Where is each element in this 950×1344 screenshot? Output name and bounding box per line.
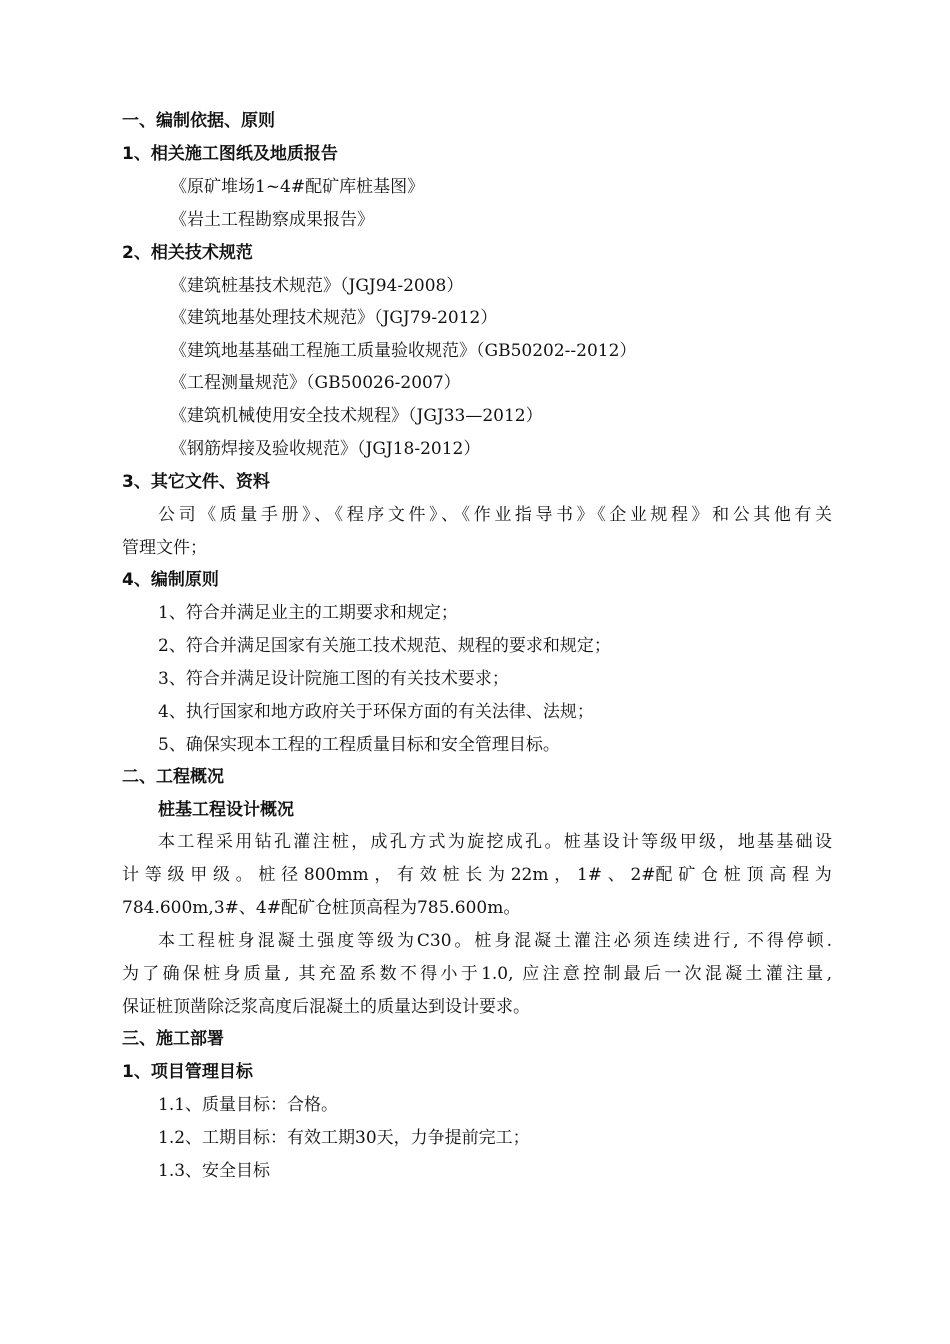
list-item: 《建筑地基处理技术规范》（JGJ79-2012） bbox=[170, 308, 498, 328]
list-item: 2、符合并满足国家有关施工技术规范、规程的要求和规定； bbox=[158, 636, 611, 656]
text-token: 桩 bbox=[442, 865, 460, 885]
list-item: 4、执行国家和地方政府关于环保方面的有关法律、法规； bbox=[158, 702, 594, 722]
subsection-heading-1-2: 2、相关技术规范 bbox=[122, 243, 253, 263]
text-token: 级 bbox=[212, 865, 230, 885]
text-token: 800mm bbox=[303, 865, 369, 885]
list-item: 1.1、质量目标：合格。 bbox=[158, 1095, 339, 1115]
list-item: 1.2、工期目标：有效工期30天，力争提前完工； bbox=[158, 1128, 530, 1148]
paragraph-line: 本工程采用钻孔灌注桩，成孔方式为旋挖成孔。桩基设计等级甲级，地基基础设 bbox=[158, 832, 832, 852]
text-token: 顶 bbox=[746, 865, 764, 885]
text-token: ， bbox=[374, 865, 392, 885]
text-token: 径 bbox=[281, 865, 299, 885]
paragraph-line-spread bbox=[122, 859, 832, 892]
text-token: 2#配 bbox=[630, 865, 673, 885]
paragraph-line: 公司《质量手册》、《程序文件》、《作业指导书》《企业规程》和公其他有关 bbox=[158, 505, 832, 525]
list-item: 5、确保实现本工程的工程质量目标和安全管理目标。 bbox=[158, 735, 560, 755]
text-token: 仓 bbox=[701, 865, 719, 885]
paragraph-line: 784.600m,3#、4#配矿仓桩顶高程为785.600m。 bbox=[122, 898, 521, 918]
paragraph-line: 管理文件； bbox=[122, 538, 207, 558]
subsection-heading-1-3: 3、其它文件、资料 bbox=[122, 472, 270, 492]
text-token: 长 bbox=[465, 865, 483, 885]
text-token: 矿 bbox=[678, 865, 696, 885]
text-token: 甲 bbox=[190, 865, 208, 885]
list-item: 《建筑机械使用安全技术规程》（JGJ33—2012） bbox=[170, 406, 543, 426]
text-token: 为 bbox=[814, 865, 832, 885]
text-token: 高 bbox=[769, 865, 787, 885]
text-token: 有 bbox=[397, 865, 415, 885]
list-item: 《工程测量规范》（GB50026-2007） bbox=[170, 373, 461, 393]
text-token: 程 bbox=[791, 865, 809, 885]
text-token: 。 bbox=[235, 865, 253, 885]
list-item: 《原矿堆场1~4#配矿库桩基图》 bbox=[170, 177, 425, 197]
paragraph-line: 本工程桩身混凝土强度等级为C30。桩身混凝土灌注必须连续进行, 不得停顿. bbox=[158, 931, 832, 951]
text-token: 等 bbox=[144, 865, 162, 885]
text-token: 桩 bbox=[723, 865, 741, 885]
text-token: 级 bbox=[167, 865, 185, 885]
list-item: 3、符合并满足设计院施工图的有关技术要求； bbox=[158, 669, 509, 689]
text-token: 为 bbox=[487, 865, 505, 885]
paragraph-line: 为了确保桩身质量, 其充盈系数不得小于1.0, 应注意控制最后一次混凝土灌注量, bbox=[122, 964, 832, 984]
list-item: 1.3、安全目标 bbox=[158, 1161, 271, 1181]
list-item: 《钢筋焊接及验收规范》（JGJ18-2012） bbox=[170, 439, 481, 459]
subsection-heading-1-1: 1、相关施工图纸及地质报告 bbox=[122, 144, 338, 164]
text-token: 桩 bbox=[258, 865, 276, 885]
text-token: 效 bbox=[419, 865, 437, 885]
subsection-heading-2-1: 桩基工程设计概况 bbox=[158, 800, 294, 820]
list-item: 《建筑桩基技术规范》（JGJ94-2008） bbox=[170, 276, 464, 296]
subsection-heading-3-1: 1、项目管理目标 bbox=[122, 1062, 253, 1082]
list-item: 1、符合并满足业主的工期要求和规定； bbox=[158, 603, 458, 623]
text-token: ， bbox=[554, 865, 572, 885]
text-token: 计 bbox=[122, 865, 139, 885]
section-heading-2: 二、工程概况 bbox=[122, 767, 224, 787]
text-token: 22m bbox=[510, 865, 549, 885]
list-item: 《岩土工程勘察成果报告》 bbox=[170, 210, 374, 230]
text-token: 、 bbox=[607, 865, 625, 885]
section-heading-3: 三、施工部署 bbox=[122, 1029, 224, 1049]
text-token: 1# bbox=[576, 865, 603, 885]
subsection-heading-1-4: 4、编制原则 bbox=[122, 570, 219, 590]
section-heading-1: 一、编制依据、原则 bbox=[122, 111, 275, 131]
list-item: 《建筑地基基础工程施工质量验收规范》（GB50202--2012） bbox=[170, 341, 637, 361]
paragraph-line: 保证桩顶凿除泛浆高度后混凝土的质量达到设计要求。 bbox=[122, 997, 530, 1017]
